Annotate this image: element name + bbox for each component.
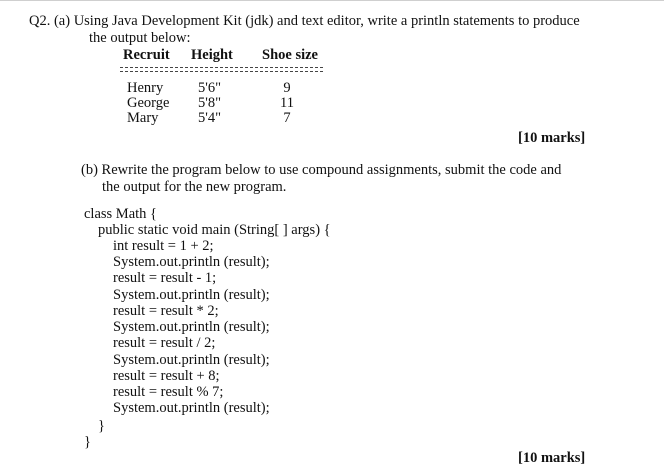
code-line: class Math { (84, 206, 158, 222)
part-a-question-line1: Q2. (a) Using Java Development Kit (jdk) and text editor, write a println statements to produce (29, 13, 580, 29)
part-b-question-line1: (b) Rewrite the program below to use compound assignments, submit the code and (81, 162, 562, 178)
row-mary-height: 5'4" (198, 110, 222, 126)
table-header-recruit: Recruit (123, 47, 170, 63)
code-line: System.out.println (result); (113, 254, 270, 270)
part-b-question-line2: the output for the new program. (102, 179, 287, 195)
code-line: System.out.println (result); (113, 287, 270, 303)
part-a-question-line2: the output below: (89, 30, 191, 46)
code-line: System.out.println (result); (113, 319, 270, 335)
code-line: result = result + 8; (113, 368, 220, 384)
table-separator-top (120, 67, 323, 68)
row-henry-name: Henry (127, 80, 164, 96)
code-line: result = result * 2; (113, 303, 219, 319)
code-line: result = result - 1; (113, 270, 217, 286)
code-line: public static void main (String[ ] args) { (98, 222, 331, 238)
marks-part-b: [10 marks] (518, 450, 586, 466)
code-line: int result = 1 + 2; (113, 238, 214, 254)
row-george-height: 5'8" (198, 95, 222, 111)
row-george-name: George (127, 95, 170, 111)
row-mary-shoe: 7 (283, 110, 291, 126)
row-george-shoe: 11 (280, 95, 294, 111)
code-line: } (84, 434, 91, 450)
code-line: result = result % 7; (113, 384, 224, 400)
table-header-shoe-size: Shoe size (262, 47, 318, 63)
row-henry-height: 5'6" (198, 80, 222, 96)
row-mary-name: Mary (127, 110, 159, 126)
code-line: System.out.println (result); (113, 400, 270, 416)
code-line: } (98, 418, 105, 434)
marks-part-a: [10 marks] (518, 130, 586, 146)
row-henry-shoe: 9 (283, 80, 291, 96)
table-header-height: Height (191, 47, 233, 63)
table-separator-bottom (120, 71, 323, 72)
code-line: System.out.println (result); (113, 352, 270, 368)
code-line: result = result / 2; (113, 335, 216, 351)
